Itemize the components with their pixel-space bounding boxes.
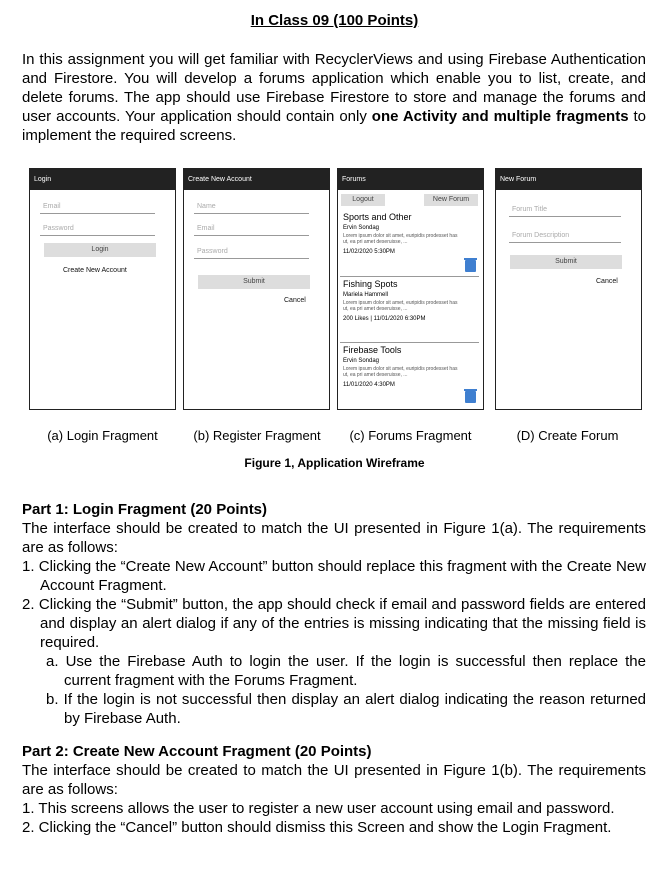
login-wireframe xyxy=(29,168,176,410)
register-cancel-link: Cancel xyxy=(284,297,306,304)
part2-item-2: 2. Clicking the “Cancel” button should dismiss this Screen and show the Login Fragment. xyxy=(22,819,612,836)
create-forum-appbar: New Forum xyxy=(496,169,641,190)
part2-heading: Part 2: Create New Account Fragment (20 Points) xyxy=(22,743,372,760)
forum-author: Ervin Sondag xyxy=(343,225,380,231)
part2-item-1: 1. This screens allows the user to register a new user account using email and password. xyxy=(22,800,615,817)
register-submit-button: Submit xyxy=(198,275,310,289)
part1-intro: The interface should be created to match the UI presented in Figure 1(a). The requirements are as follows: xyxy=(22,520,646,556)
forum-item xyxy=(340,210,479,277)
forum-meta: 200 Likes | 11/01/2020 6:30PM xyxy=(343,316,426,322)
forum-author: Mariela Hammell xyxy=(343,292,389,298)
register-appbar: Create New Account xyxy=(184,169,329,190)
part2-section xyxy=(22,742,646,837)
forum-body: Lorem ipsum dolor sit amet, euripidis prodesset has ut, ea pri amet deseruisse, ... xyxy=(343,233,458,245)
forum-meta: 11/01/2020 4:30PM xyxy=(343,382,395,388)
login-appbar: Login xyxy=(30,169,175,190)
register-password-field: Password xyxy=(194,245,309,259)
caption-forums: (c) Forums Fragment xyxy=(349,428,472,443)
create-account-link: Create New Account xyxy=(63,267,127,274)
figure-caption: Figure 1, Application Wireframe xyxy=(244,456,425,470)
document-title: In Class 09 (100 Points) xyxy=(250,12,419,29)
part1-item-2a: a. Use the Firebase Auth to login the user. If the login is successful then replace the current fragment with the Forums Fragment. xyxy=(46,653,646,689)
forum-item xyxy=(340,343,479,407)
register-email-field: Email xyxy=(194,222,309,236)
forum-author: Ervin Sondag xyxy=(343,358,380,364)
register-wireframe xyxy=(183,168,330,410)
part1-item-2: 2. Clicking the “Submit” button, the app should check if email and password fields are entered and display an alert dialog if any of the entries is missing indicating that the missing field is required. xyxy=(22,596,646,651)
forum-title-field: Forum Title xyxy=(509,203,621,217)
part1-item-2b: b. If the login is not successful then display an alert dialog indicating the reason returned by Firebase Auth. xyxy=(46,691,646,727)
create-forum-wireframe xyxy=(495,168,642,410)
forums-wireframe xyxy=(337,168,484,410)
part1-heading: Part 1: Login Fragment (20 Points) xyxy=(22,501,268,518)
trash-icon xyxy=(465,260,476,272)
forum-meta: 11/02/2020 5:30PM xyxy=(343,249,395,255)
forum-title: Firebase Tools xyxy=(343,345,402,355)
login-password-field: Password xyxy=(40,222,155,236)
logout-button: Logout xyxy=(341,194,385,206)
part2-intro: The interface should be created to match the UI presented in Figure 1(b). The requirements are as follows: xyxy=(22,762,646,798)
forum-body: Lorem ipsum dolor sit amet, euripidis prodesset has ut, ea pri amet deseruisse, ... xyxy=(343,366,458,378)
part1-item-1: 1. Clicking the “Create New Account” button should replace this fragment with the Create New Account Fragment. xyxy=(22,558,646,594)
caption-create-forum: (D) Create Forum xyxy=(516,428,619,443)
intro-paragraph: In this assignment you will get familiar with RecyclerViews and using Firebase Authentication and Firestore. You will develop a forums application which enable you to list, create, and delete forums. The app should use Firebase Firestore to store and manage the forums and user accounts. Your application should contain only one Activity and multiple fragments to implement the required screens. xyxy=(22,51,646,144)
forum-title: Sports and Other xyxy=(343,212,412,222)
login-button: Login xyxy=(44,243,156,257)
forum-title: Fishing Spots xyxy=(343,279,398,289)
login-email-field: Email xyxy=(40,200,155,214)
create-cancel-link: Cancel xyxy=(596,278,618,285)
forum-body: Lorem ipsum dolor sit amet, euripidis prodesset has ut, ea pri amet deseruisse, ... xyxy=(343,300,458,312)
trash-icon xyxy=(465,391,476,403)
caption-register: (b) Register Fragment xyxy=(193,428,321,443)
forum-item xyxy=(340,277,479,343)
create-submit-button: Submit xyxy=(510,255,622,269)
register-name-field: Name xyxy=(194,200,309,214)
part1-section xyxy=(22,500,646,728)
new-forum-button: New Forum xyxy=(424,194,478,206)
caption-login: (a) Login Fragment xyxy=(47,428,158,443)
forum-description-field: Forum Description xyxy=(509,229,621,243)
forums-appbar: Forums xyxy=(338,169,483,190)
